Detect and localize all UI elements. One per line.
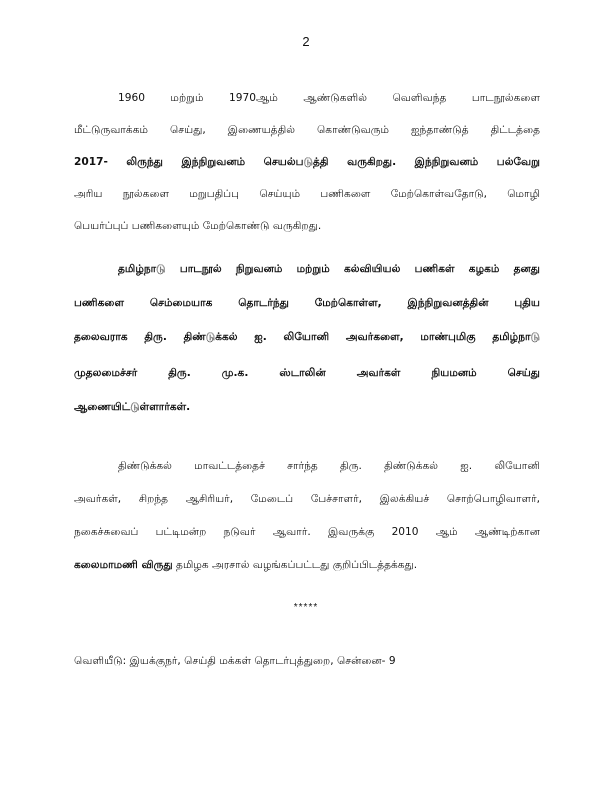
footer-publisher: வெளியீடு: இயக்குநர், செய்தி மக்கள் தொடர்புத்துறை, சென்னை- 9 <box>74 655 396 667</box>
paragraph-3-line-1: திண்டுக்கல் மாவட்டத்தைச் சார்ந்த திரு. திண்டுக்கல் ஐ. லியோனி <box>118 460 540 472</box>
paragraph-2-line-1: தமிழ்நாடு பாடநூல் நிறுவனம் மற்றும் கல்வியியல் பணிகள் கழகம் தனது <box>118 263 540 275</box>
separator: ***** <box>293 602 319 613</box>
paragraph-2-line-5: ஆணையிட்டுள்ளார்கள். <box>74 401 191 413</box>
award-name: கலைமாமணி விருது <box>74 559 173 571</box>
paragraph-1-line-3: 2017- லிருந்து இந்நிறுவனம் செயல்படுத்தி வருகிறது. இந்நிறுவனம் பல்வேறு <box>74 156 540 168</box>
paragraph-3-line-2: அவர்கள், சிறந்த ஆசிரியர், மேடைப் பேச்சாளர், இலக்கியச் சொற்பொழிவாளர், <box>74 493 540 505</box>
paragraph-1-line-2: மீட்டுருவாக்கம் செய்து, இணையத்தில் கொண்டுவரும் ஐந்தாண்டுத் திட்டத்தை <box>74 124 540 136</box>
page-number: 2 <box>302 34 310 49</box>
paragraph-2-line-4: முதலமைச்சர் திரு. மு.க. ஸ்டாலின் அவர்கள் நியமனம் செய்து <box>74 367 540 379</box>
paragraph-2-line-3: தலைவராக திரு. திண்டுக்கல் ஐ. லியோனி அவர்களை, மாண்புமிகு தமிழ்நாடு <box>74 331 540 343</box>
paragraph-1-line-4: அரிய நூல்களை மறுபதிப்பு செய்யும் பணிகளை மேற்கொள்வதோடு, மொழி <box>74 188 540 200</box>
paragraph-3-line-4-rest: தமிழக அரசால் வழங்கப்பட்டது குறிப்பிடத்தக்கது. <box>172 559 418 571</box>
paragraph-1-line-5: பெயர்ப்புப் பணிகளையும் மேற்கொண்டு வருகிறது. <box>74 220 322 232</box>
paragraph-3-line-4 <box>74 555 540 575</box>
paragraph-2-line-2: பணிகளை செம்மையாக தொடர்ந்து மேற்கொள்ள, இந்நிறுவனத்தின் புதிய <box>74 297 540 309</box>
paragraph-3-line-3: நகைச்சுவைப் பட்டிமன்ற நடுவர் ஆவார். இவருக்கு 2010 ஆம் ஆண்டிற்கான <box>74 526 540 538</box>
paragraph-1-line-1: 1960 மற்றும் 1970ஆம் ஆண்டுகளில் வெளிவந்த பாடநூல்களை <box>118 92 540 104</box>
